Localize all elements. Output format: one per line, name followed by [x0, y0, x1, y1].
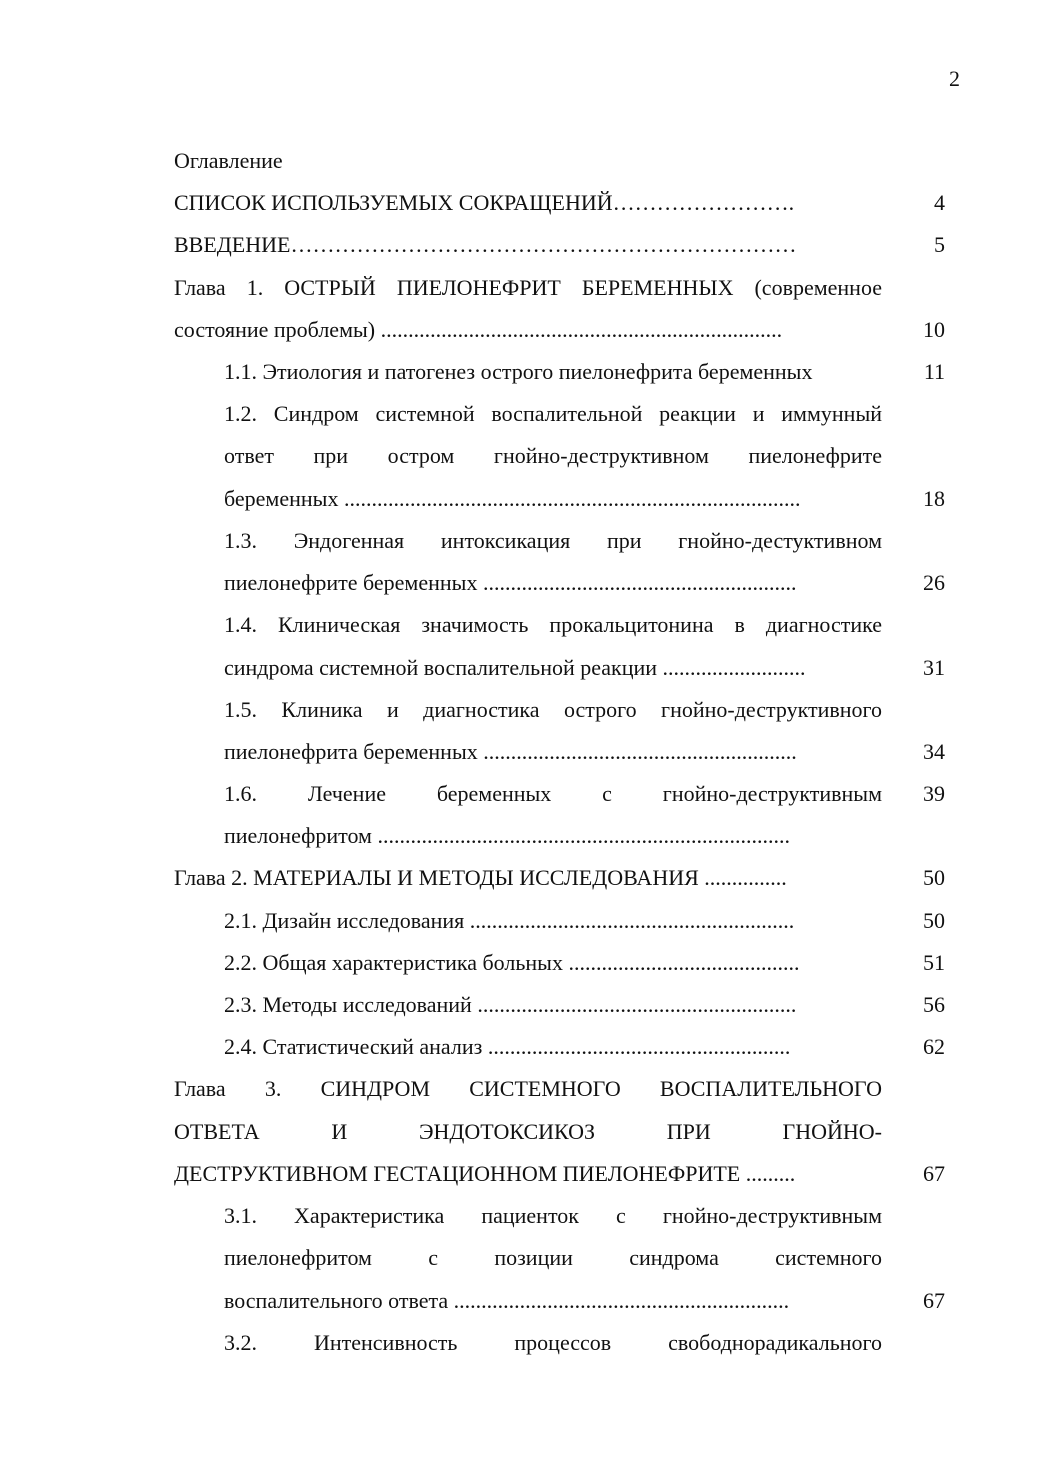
- toc-entry-line[interactable]: [174, 315, 874, 345]
- toc-title: Оглавление: [174, 148, 283, 173]
- toc-entry-text: ДЕСТРУКТИВНОМ ГЕСТАЦИОННОМ ПИЕЛОНЕФРИТЕ .........: [174, 1161, 796, 1186]
- toc-entry-line[interactable]: [224, 821, 884, 851]
- toc-entry-page: 50: [923, 865, 945, 890]
- toc-entry-page: 39: [923, 781, 945, 806]
- toc-entry-page: 31: [923, 655, 945, 680]
- toc-entry-line[interactable]: 1.3. Эндогенная интоксикация при гнойно-дестуктивном: [224, 528, 882, 553]
- toc-entry-text: 1.1. Этиология и патогенез острого пиелонефрита беременных: [224, 359, 813, 384]
- toc-entry-text: 2.1. Дизайн исследования ...........................................................: [224, 908, 795, 933]
- toc-entry-page: 67: [923, 1288, 945, 1313]
- toc-entry-text: Глава 2. МАТЕРИАЛЫ И МЕТОДЫ ИССЛЕДОВАНИЯ ...............: [174, 865, 787, 890]
- toc-entry-line[interactable]: [224, 484, 874, 514]
- toc-entry-page: 51: [923, 950, 945, 975]
- toc-entry-page: 50: [923, 908, 945, 933]
- toc-entry[interactable]: [224, 990, 874, 1020]
- toc-entry-line[interactable]: ОТВЕТА И ЭНДОТОКСИКОЗ ПРИ ГНОЙНО-: [174, 1119, 882, 1144]
- toc-entry[interactable]: [224, 1032, 874, 1062]
- toc-entry-page: 11: [923, 359, 945, 384]
- toc-entry-line[interactable]: [174, 1159, 874, 1189]
- toc-entry-line[interactable]: 1.5. Клиника и диагностика острого гнойно-деструктивного: [224, 697, 882, 722]
- toc-entry-line[interactable]: Глава 1. ОСТРЫЙ ПИЕЛОНЕФРИТ БЕРЕМЕННЫХ (современное: [174, 275, 882, 300]
- toc-entry-line[interactable]: пиелонефритом с позиции синдрома системного: [224, 1245, 882, 1270]
- toc-entry[interactable]: [174, 863, 874, 893]
- toc-entry-page: 67: [923, 1161, 945, 1186]
- toc-entry-page: 56: [923, 992, 945, 1017]
- toc-entry-text: 2.2. Общая характеристика больных ..........................................: [224, 950, 800, 975]
- toc-entry-page: 18: [923, 486, 945, 511]
- toc-entry[interactable]: [224, 906, 874, 936]
- toc-entry-text: пиелонефритом ...........................................................................: [224, 823, 790, 848]
- toc-entry-line[interactable]: ответ при остром гнойно-деструктивном пиелонефрите: [224, 443, 882, 468]
- page-number: 2: [949, 66, 960, 91]
- toc-entry-page: 26: [923, 570, 945, 595]
- toc-entry-text: состояние проблемы) .........................................................................: [174, 317, 783, 342]
- toc-entry-line[interactable]: 3.2. Интенсивность процессов свободнорадикального: [224, 1330, 882, 1355]
- toc-entry-text: 2.3. Методы исследований ..........................................................: [224, 992, 797, 1017]
- toc-entry-text: СПИСОК ИСПОЛЬЗУЕМЫХ СОКРАЩЕНИЙ…………………….: [174, 190, 795, 215]
- toc-entry[interactable]: [224, 948, 874, 978]
- toc-entry-page: 34: [923, 739, 945, 764]
- toc-entry-text: пиелонефрите беременных .........................................................: [224, 570, 797, 595]
- toc-entry-text: беременных ...................................................................................: [224, 486, 801, 511]
- toc-entry-line[interactable]: 1.2. Синдром системной воспалительной реакции и иммунный: [224, 401, 882, 426]
- toc-entry-text: синдрома системной воспалительной реакции ..........................: [224, 655, 806, 680]
- toc-entry-page: 62: [923, 1034, 945, 1059]
- toc-entry[interactable]: [174, 188, 945, 218]
- toc-entry-text: 2.4. Статистический анализ .......................................................: [224, 1034, 791, 1059]
- toc-entry-text: воспалительного ответа .............................................................: [224, 1288, 790, 1313]
- toc-entry-text: пиелонефрита беременных .........................................................: [224, 739, 797, 764]
- toc-entry-page: 5: [934, 232, 945, 257]
- toc-entry-page: 10: [923, 317, 945, 342]
- toc-entry[interactable]: [174, 230, 874, 260]
- toc-entry-page: 4: [934, 190, 945, 215]
- toc-entry-line[interactable]: 1.6. Лечение беременных с гнойно-деструктивным: [224, 781, 882, 806]
- toc-entry-line[interactable]: [224, 653, 884, 683]
- toc-entry-line[interactable]: [224, 737, 884, 767]
- toc-entry-line[interactable]: [224, 1286, 874, 1316]
- toc-entry-line[interactable]: [224, 568, 884, 598]
- toc-entry[interactable]: [224, 357, 884, 387]
- toc-entry-line[interactable]: 3.1. Характеристика пациенток с гнойно-деструктивным: [224, 1203, 882, 1228]
- toc-entry-line[interactable]: Глава 3. СИНДРОМ СИСТЕМНОГО ВОСПАЛИТЕЛЬНОГО: [174, 1076, 882, 1101]
- toc-entry-line[interactable]: 1.4. Клиническая значимость прокальцитонина в диагностике: [224, 612, 882, 637]
- toc-entry-text: ВВЕДЕНИЕ……………………………………………………………: [174, 232, 797, 257]
